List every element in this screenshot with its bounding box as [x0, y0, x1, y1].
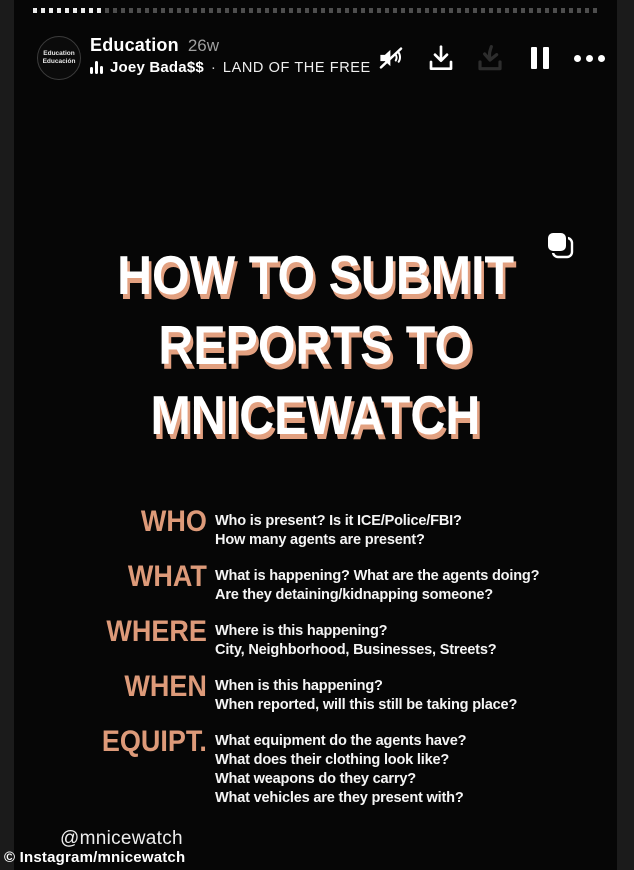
section-what	[14, 560, 617, 604]
poster-title	[14, 240, 617, 450]
section-line: Are they detaining/kidnapping someone?	[215, 586, 494, 603]
section-where	[14, 615, 617, 659]
title-line-1: HOW TO SUBMIT	[116, 244, 515, 306]
username[interactable]: Education	[90, 35, 179, 55]
muted-speaker-icon[interactable]	[374, 41, 408, 75]
avatar[interactable]	[37, 36, 81, 80]
section-label: WHEN	[124, 670, 207, 703]
section-line: What is happening? What are the agents doing?	[215, 567, 540, 584]
section-when	[14, 670, 617, 714]
story-controls	[374, 38, 606, 78]
section-label: WHAT	[127, 560, 207, 593]
section-label: EQUIPT.	[101, 725, 207, 758]
story-progress-fill	[33, 8, 101, 13]
section-who	[14, 505, 617, 549]
share-dim-icon[interactable]	[473, 41, 507, 75]
music-attribution[interactable]	[90, 59, 371, 76]
image-credit: © Instagram/mnicewatch	[4, 849, 186, 866]
section-line: Who is present? Is it ICE/Police/FBI?	[215, 512, 462, 529]
audio-bars-icon	[90, 61, 103, 74]
pause-icon[interactable]	[523, 41, 557, 75]
music-track: LAND OF THE FREE	[222, 59, 371, 76]
story-progress-track	[33, 8, 599, 13]
title-line-3: MNICEWATCH	[150, 384, 481, 446]
story-viewport[interactable]	[14, 0, 617, 870]
music-artist: Joey Bada$$	[110, 59, 204, 76]
section-line: What does their clothing look like?	[215, 751, 450, 768]
music-separator: ·	[210, 59, 216, 76]
section-label: WHERE	[106, 615, 207, 648]
title-line-2: REPORTS TO	[158, 314, 473, 376]
download-icon[interactable]	[424, 41, 458, 75]
section-line: When reported, will this still be taking place?	[215, 696, 518, 713]
section-label: WHO	[140, 505, 207, 538]
section-line: What vehicles are they present with?	[215, 789, 464, 806]
section-line: City, Neighborhood, Businesses, Streets?	[215, 641, 497, 658]
story-header	[90, 35, 219, 56]
more-options-icon[interactable]	[572, 41, 606, 75]
watermark-handle: @mnicewatch	[60, 828, 183, 849]
timestamp: 26w	[187, 36, 219, 55]
story-progress-bar[interactable]	[33, 8, 599, 13]
section-line: What equipment do the agents have?	[215, 732, 467, 749]
avatar-text-line2: Educación	[42, 58, 76, 65]
avatar-text-line1: Education	[43, 50, 75, 57]
section-line: How many agents are present?	[215, 531, 425, 548]
section-line: What weapons do they carry?	[215, 770, 416, 787]
section-equipt	[14, 725, 617, 807]
section-line: Where is this happening?	[215, 622, 388, 639]
section-line: When is this happening?	[215, 677, 383, 694]
report-questions-list	[14, 505, 617, 824]
